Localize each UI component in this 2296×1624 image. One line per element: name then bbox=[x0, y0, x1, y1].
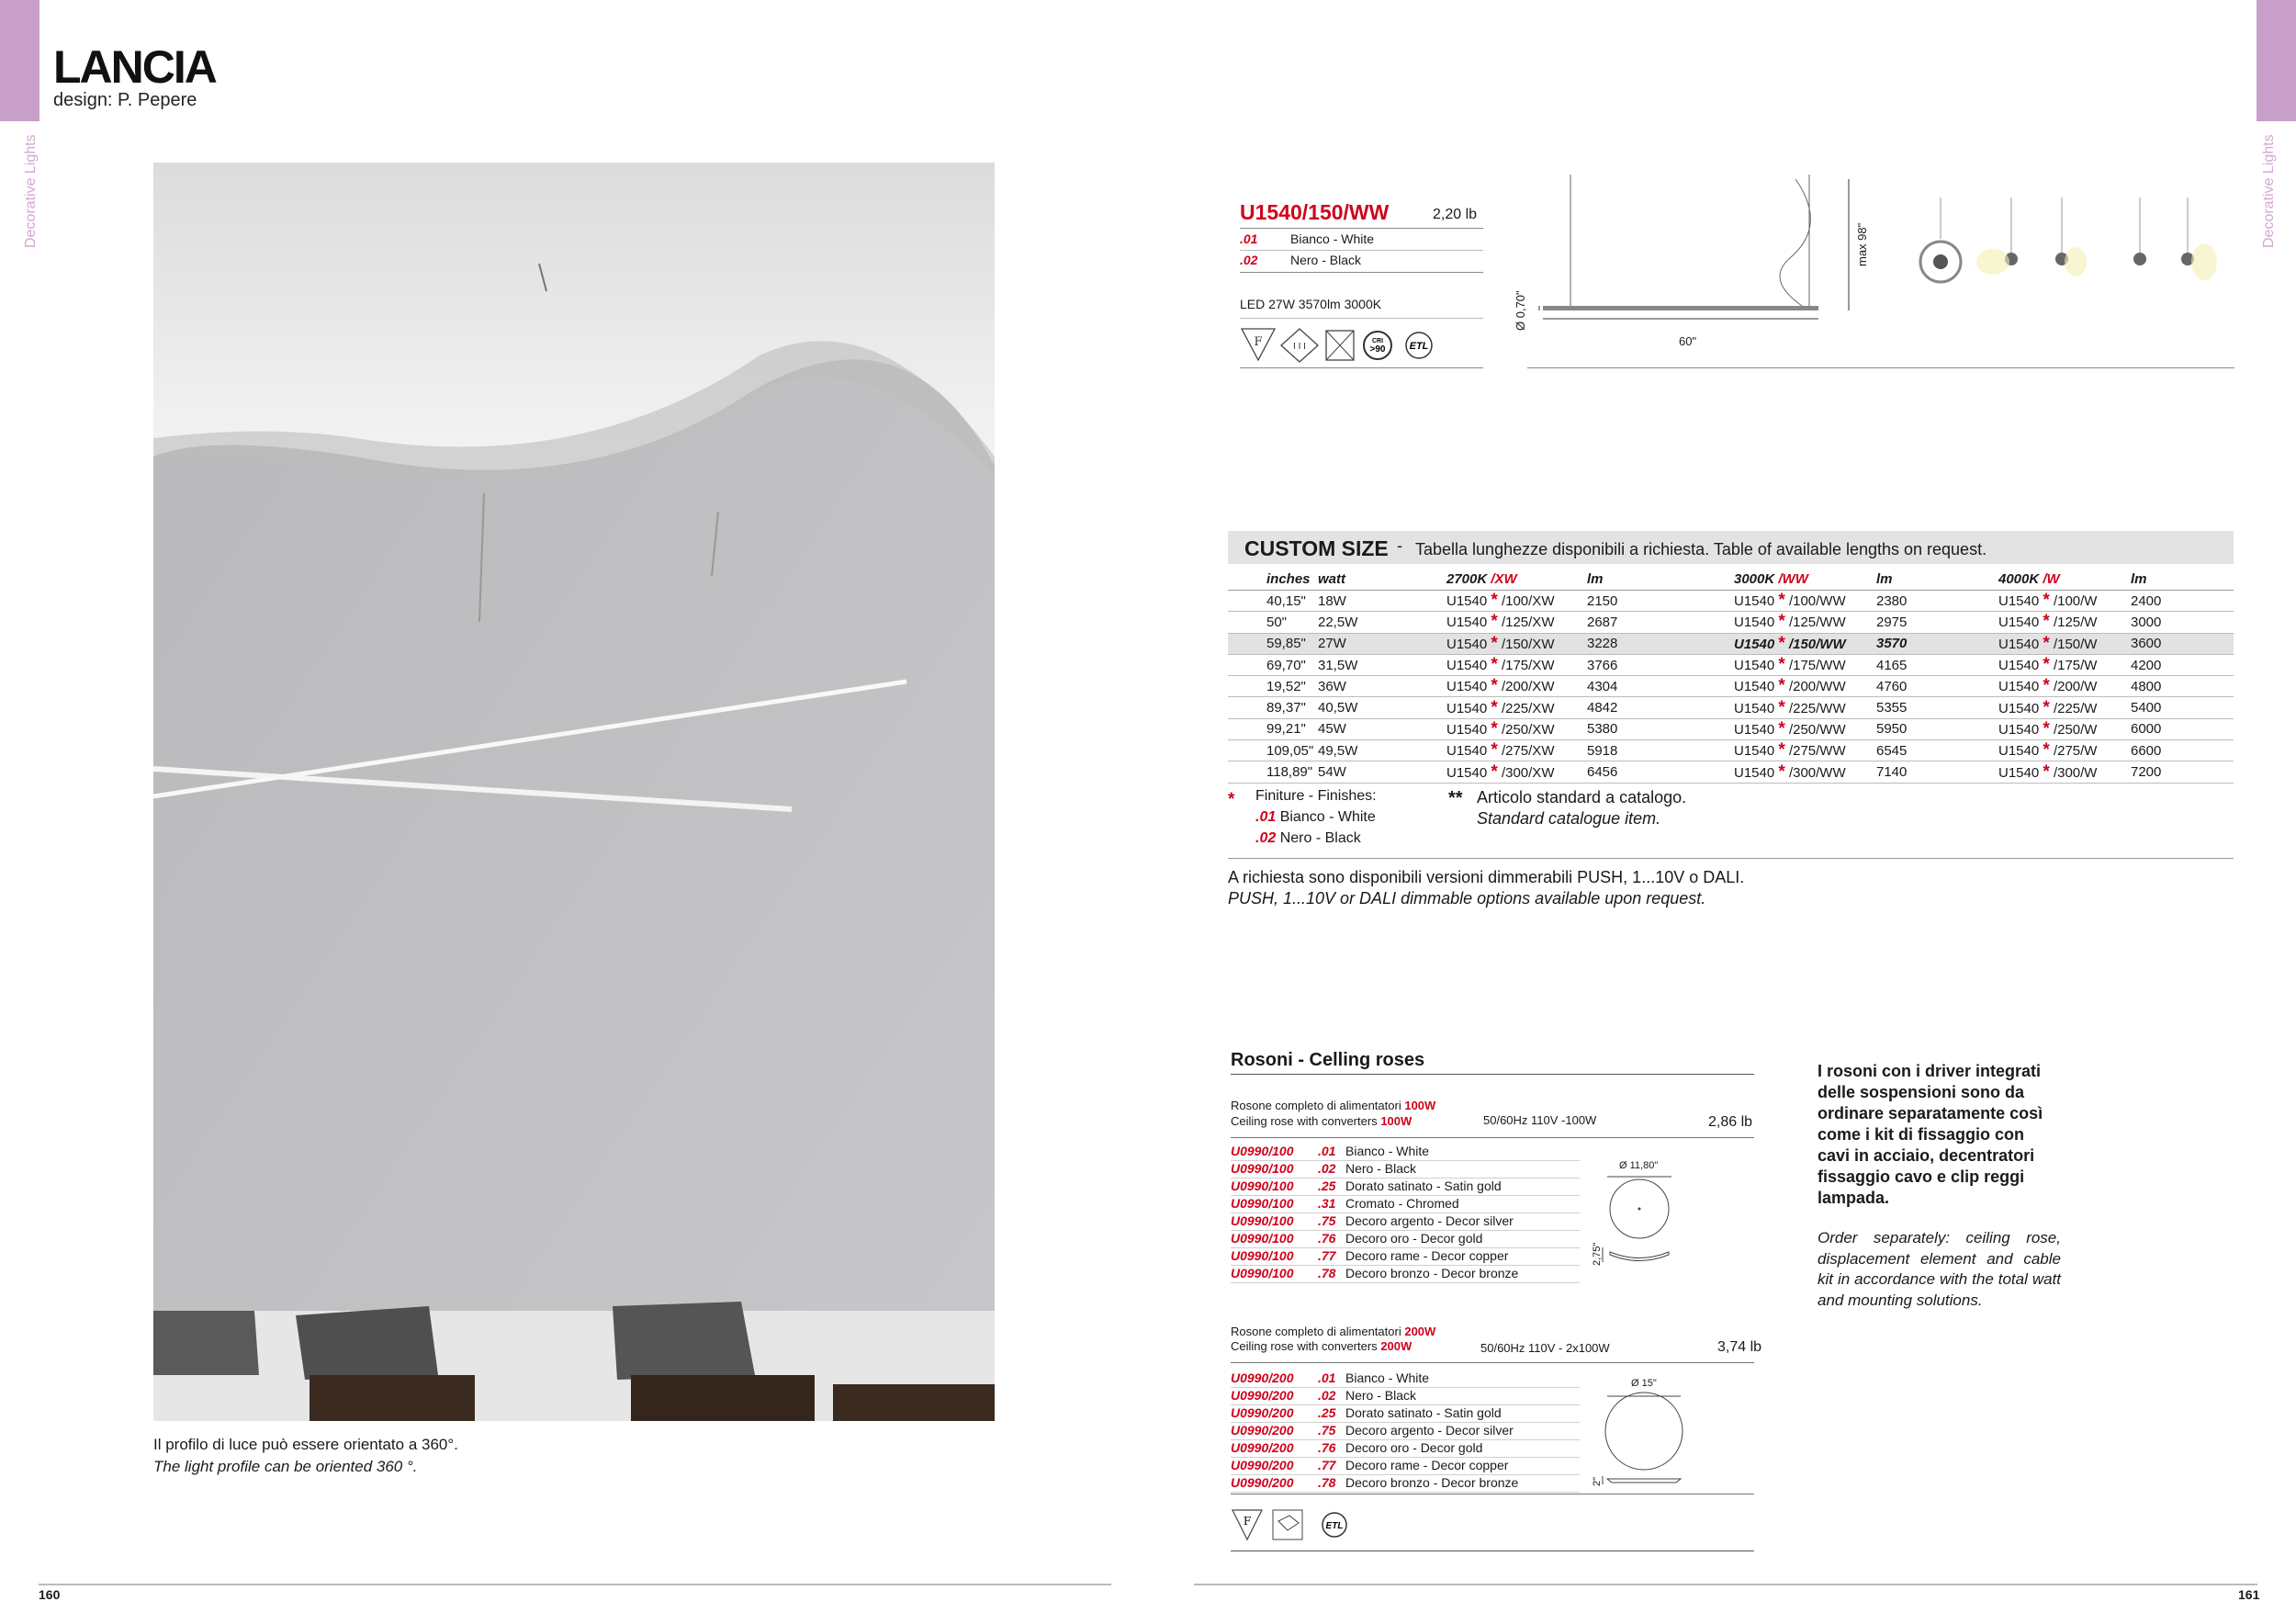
rose-spec: 50/60Hz 110V - 2x100W bbox=[1480, 1341, 1610, 1355]
finish-name: Nero - Black bbox=[1290, 253, 1362, 267]
divider bbox=[1240, 367, 1483, 368]
svg-text:CRI: CRI bbox=[1371, 338, 1384, 344]
table-row: 118,89" 54W U1540 * /300/XW 6456 U1540 * /300/WW 7140 U1540 * /300/W 7200 bbox=[1228, 761, 2234, 783]
rose-item: U0990/100 .01 Bianco - White bbox=[1231, 1144, 1430, 1158]
dimension-drawing bbox=[1515, 170, 1864, 354]
svg-text:I I I: I I I bbox=[1293, 342, 1306, 352]
rose-100-drawing bbox=[1593, 1163, 1685, 1273]
col-lm: lm bbox=[1876, 569, 1998, 591]
col-lm: lm bbox=[1587, 569, 1734, 591]
divider bbox=[1240, 250, 1483, 251]
divider bbox=[1231, 1492, 1580, 1493]
rose-item: U0990/200 .76 Decoro oro - Decor gold bbox=[1231, 1440, 1483, 1455]
led-spec: LED 27W 3570lm 3000K bbox=[1240, 297, 1382, 311]
svg-text:ETL: ETL bbox=[1325, 1521, 1344, 1531]
table-row: 19,52" 36W U1540 * /200/XW 4304 U1540 * /200/WW 4760 U1540 * /200/W 4800 bbox=[1228, 676, 2234, 697]
rose-item: U0990/100 .78 Decoro bronzo - Decor bronze bbox=[1231, 1266, 1519, 1280]
rose-item: U0990/100 .31 Cromato - Chromed bbox=[1231, 1196, 1459, 1211]
divider bbox=[1231, 1074, 1754, 1075]
finish-row bbox=[1240, 253, 1362, 267]
dimmable-note-en: PUSH, 1...10V or DALI dimmable options available upon request. bbox=[1228, 889, 1706, 908]
finish-code: .02 bbox=[1240, 253, 1258, 267]
rose-item: U0990/200 .02 Nero - Black bbox=[1231, 1388, 1417, 1403]
section-tab-right bbox=[2257, 0, 2296, 121]
finish-note: .02 Nero - Black bbox=[1255, 830, 1361, 846]
divider bbox=[1240, 318, 1483, 319]
standard-stars: ** bbox=[1448, 788, 1463, 808]
rose-weight: 3,74 lb bbox=[1717, 1339, 1762, 1355]
dimmable-note-it: A richiesta sono disponibili versioni dimmerabili PUSH, 1...10V o DALI. bbox=[1228, 868, 1745, 886]
length-dim: 60" bbox=[1679, 334, 1697, 348]
finishes-star: * bbox=[1228, 790, 1235, 809]
rose-desc-it: Rosone completo di alimentatori 200W bbox=[1231, 1325, 1436, 1338]
custom-size-subtitle: Tabella lunghezze disponibili a richiesta. Table of available lengths on request. bbox=[1415, 540, 1987, 558]
svg-text:ETL: ETL bbox=[1409, 341, 1429, 352]
caption-en: The light profile can be oriented 360 °. bbox=[153, 1458, 418, 1475]
caption-it: Il profilo di luce può essere orientato a 360°. bbox=[153, 1436, 458, 1453]
ceiling-roses-title: Rosoni - Celling roses bbox=[1231, 1050, 1425, 1070]
divider bbox=[1527, 367, 2234, 368]
rose-item: U0990/200 .78 Decoro bronzo - Decor bronze bbox=[1231, 1475, 1519, 1490]
col-watt: watt bbox=[1318, 569, 1446, 591]
divider bbox=[1231, 1362, 1754, 1363]
product-photo bbox=[153, 163, 995, 1421]
divider bbox=[1240, 228, 1483, 229]
section-tab-left bbox=[0, 0, 39, 121]
product-code: U1540/150/WW bbox=[1240, 200, 1390, 224]
etl-icon bbox=[1406, 333, 1432, 358]
standard-en: Standard catalogue item. bbox=[1477, 809, 1661, 828]
rose-desc-it: Rosone completo di alimentatori 100W bbox=[1231, 1099, 1436, 1112]
rose-weight: 2,86 lb bbox=[1708, 1114, 1753, 1130]
ceiling-roses-note-it: I rosoni con i driver integrati delle sospensioni sono da ordinare separatamente così come i kit di fissaggio con cavi in acciaio, decentratori fissaggio cavo e clip reggi lampada. bbox=[1818, 1062, 2043, 1207]
rose-item: U0990/100 .02 Nero - Black bbox=[1231, 1161, 1417, 1176]
f-mark-icon bbox=[1242, 329, 1275, 360]
divider bbox=[1240, 272, 1483, 273]
section-label-left: Decorative Lights bbox=[23, 134, 39, 248]
divider bbox=[1228, 858, 2234, 859]
rose-item: U0990/200 .75 Decoro argento - Decor silver bbox=[1231, 1423, 1514, 1438]
rose-200-drawing bbox=[1593, 1385, 1694, 1495]
f-mark-icon bbox=[1232, 1510, 1262, 1539]
standard-it: Articolo standard a catalogo. bbox=[1477, 788, 1687, 806]
table-row: 50" 22,5W U1540 * /125/XW 2687 U1540 * /125/WW 2975 U1540 * /125/W 3000 bbox=[1228, 612, 2234, 633]
table-header-row bbox=[1228, 569, 2234, 591]
table-row: 89,37" 40,5W U1540 * /225/XW 4842 U1540 * /225/WW 5355 U1540 * /225/W 5400 bbox=[1228, 697, 2234, 718]
table-row: 109,05" 49,5W U1540 * /275/XW 5918 U1540 * /275/WW 6545 U1540 * /275/W 6600 bbox=[1228, 740, 2234, 761]
rose-item: U0990/200 .25 Dorato satinato - Satin gold bbox=[1231, 1405, 1502, 1420]
page-number-left: 160 bbox=[39, 1587, 61, 1602]
table-row: 59,85" 27W U1540 * /150/XW 3228 U1540 * /150/WW 3570 U1540 * /150/W 3600 bbox=[1228, 633, 2234, 654]
table-row: 40,15" 18W U1540 * /100/XW 2150 U1540 * /100/WW 2380 U1540 * /100/W 2400 bbox=[1228, 591, 2234, 612]
rose-item: U0990/100 .77 Decoro rame - Decor copper bbox=[1231, 1248, 1509, 1263]
product-weight: 2,20 lb bbox=[1433, 207, 1478, 222]
svg-text:>90: >90 bbox=[1369, 344, 1386, 355]
page-title: LANCIA bbox=[53, 41, 216, 93]
page-number-right: 161 bbox=[2238, 1587, 2260, 1602]
col-2700k: 2700K /XW bbox=[1446, 569, 1587, 591]
mounting-icon bbox=[1273, 1510, 1302, 1539]
weee-bin-icon bbox=[1326, 331, 1354, 360]
rose-200-diameter: Ø 15" bbox=[1631, 1378, 1657, 1389]
col-4000k: 4000K /W bbox=[1998, 569, 2131, 591]
rose-100-height: 2,75" bbox=[1592, 1242, 1603, 1266]
rose-item: U0990/100 .75 Decoro argento - Decor silver bbox=[1231, 1213, 1514, 1228]
rose-100-diameter: Ø 11,80" bbox=[1619, 1160, 1659, 1171]
rose-item: U0990/100 .76 Decoro oro - Decor gold bbox=[1231, 1231, 1483, 1246]
certification-icons bbox=[1240, 327, 1515, 364]
rose-item: U0990/200 .01 Bianco - White bbox=[1231, 1370, 1430, 1385]
rose-200-height: 2" bbox=[1592, 1476, 1603, 1486]
col-3000k: 3000K /WW bbox=[1734, 569, 1876, 591]
finishes-label: Finiture - Finishes: bbox=[1255, 788, 1377, 804]
finish-row bbox=[1240, 231, 1375, 246]
footer-rule-right bbox=[1194, 1584, 2257, 1585]
finish-name: Bianco - White bbox=[1290, 231, 1375, 246]
rose-desc-en: Ceiling rose with converters 200W bbox=[1231, 1339, 1412, 1353]
custom-size-title: CUSTOM SIZE bbox=[1244, 536, 1389, 560]
finish-note: .01 Bianco - White bbox=[1255, 809, 1376, 825]
max-height-dim: max 98" bbox=[1855, 222, 1869, 266]
diameter-dim: Ø 0,70" bbox=[1514, 290, 1527, 331]
divider bbox=[1231, 1282, 1580, 1283]
designer-credit: design: P. Pepere bbox=[53, 90, 197, 110]
col-lm: lm bbox=[2131, 569, 2234, 591]
class-iii-icon bbox=[1281, 329, 1318, 362]
footer-rule-left bbox=[39, 1584, 1111, 1585]
svg-text:F: F bbox=[1254, 335, 1263, 349]
ceiling-roses-note-en: Order separately: ceiling rose, displacement element and cable kit in accordance with the total watt and mounting solutions. bbox=[1818, 1229, 2061, 1309]
rose-item: U0990/200 .77 Decoro rame - Decor copper bbox=[1231, 1458, 1509, 1472]
table-row: 99,21" 45W U1540 * /250/XW 5380 U1540 * /250/WW 5950 U1540 * /250/W 6000 bbox=[1228, 718, 2234, 739]
rose-desc-en: Ceiling rose with converters 100W bbox=[1231, 1114, 1412, 1128]
cri-icon bbox=[1364, 332, 1391, 359]
custom-size-dash: - bbox=[1397, 536, 1402, 555]
etl-icon bbox=[1322, 1513, 1346, 1537]
svg-text:F: F bbox=[1243, 1515, 1252, 1528]
rose-cert-icons bbox=[1231, 1508, 1359, 1545]
section-label-right: Decorative Lights bbox=[2261, 134, 2277, 248]
col-inches: inches bbox=[1228, 569, 1318, 591]
divider bbox=[1231, 1137, 1754, 1138]
rose-spec: 50/60Hz 110V -100W bbox=[1483, 1113, 1597, 1127]
rose-item: U0990/100 .25 Dorato satinato - Satin gold bbox=[1231, 1179, 1502, 1193]
finish-code: .01 bbox=[1240, 231, 1258, 246]
custom-size-table bbox=[1228, 569, 2234, 784]
table-row: 69,70" 31,5W U1540 * /175/XW 3766 U1540 * /175/WW 4165 U1540 * /175/W 4200 bbox=[1228, 654, 2234, 675]
orientation-views bbox=[1906, 184, 2236, 312]
